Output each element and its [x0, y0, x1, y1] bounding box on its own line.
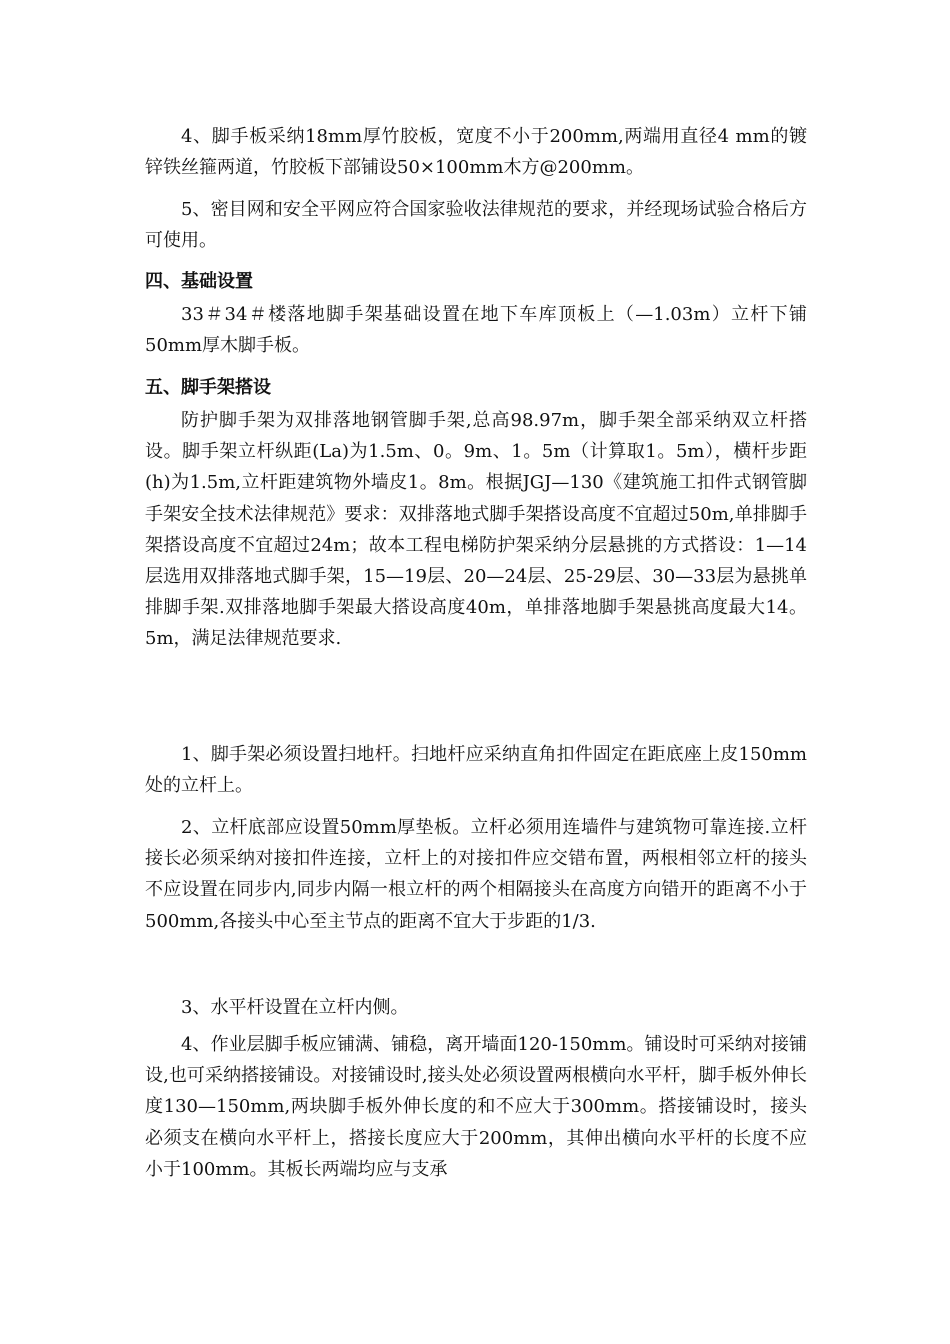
paragraph-horizontal-bar: 3、水平杆设置在立杆内侧。	[181, 997, 409, 1018]
paragraph-foundation: 33＃34＃楼落地脚手架基础设置在地下车库顶板上（—1.03m）立杆下铺50mm厚木脚手板。	[145, 304, 807, 357]
section-heading-foundation: 四、基础设置	[145, 271, 253, 292]
paragraph-scaffold-board: 4、脚手板采纳18mm厚竹胶板，宽度不小于200mm,两端用直径4 mm的镀锌铁丝箍两道，竹胶板下部铺设50×100mm木方@200mm。	[145, 126, 807, 179]
section-heading-scaffold-erection: 五、脚手架搭设	[145, 377, 271, 398]
paragraph-standard-base: 2、立杆底部应设置50mm厚垫板。立杆必须用连墙件与建筑物可靠连接.立杆接长必须采纳对接扣件连接，立杆上的对接扣件应交错布置，两根相邻立杆的接头不应设置在同步内,同步内隔一根立杆的两个相隔接头在高度方向错开的距离不小于500mm,各接头中心至主节点的距离不宜大于步距的1/3.	[145, 817, 807, 932]
paragraph-working-layer: 4、作业层脚手板应铺满、铺稳，离开墙面120-150mm。铺设时可采纳对接铺设,也可采纳搭接铺设。对接铺设时,接头处必须设置两根横向水平杆，脚手板外伸长度130—150mm,两块脚手板外伸长度的和不应大于300mm。搭接铺设时，接头必须支在横向水平杆上，搭接长度应大于200mm，其伸出横向水平杆的长度不应小于100mm。其板长两端均应与支承	[145, 1034, 807, 1180]
paragraph-sweep-pole: 1、脚手架必须设置扫地杆。扫地杆应采纳直角扣件固定在距底座上皮150mm处的立杆上。	[145, 744, 807, 797]
paragraph-safety-net: 5、密目网和安全平网应符合国家验收法律规范的要求，并经现场试验合格后方可使用。	[145, 199, 807, 252]
paragraph-scaffold-overview: 防护脚手架为双排落地钢管脚手架,总高98.97m，脚手架全部采纳双立杆搭设。脚手架立杆纵距(La)为1.5m、0。9m、1。5m（计算取1。5m），横杆步距(h)为1.5m,立杆距建筑物外墙皮1。8m。根据JGJ—130《建筑施工扣件式钢管脚手架安全技术法律规范》要求：双排落地式脚手架搭设高度不宜超过50m,单排脚手架搭设高度不宜超过24m；故本工程电梯防护架采纳分层悬挑的方式搭设：1—14层选用双排落地式脚手架，15—19层、20—24层、25-29层、30—33层为悬挑单排脚手架.双排落地脚手架最大搭设高度40m，单排落地脚手架悬挑高度最大14。5m，满足法律规范要求.	[145, 410, 807, 650]
